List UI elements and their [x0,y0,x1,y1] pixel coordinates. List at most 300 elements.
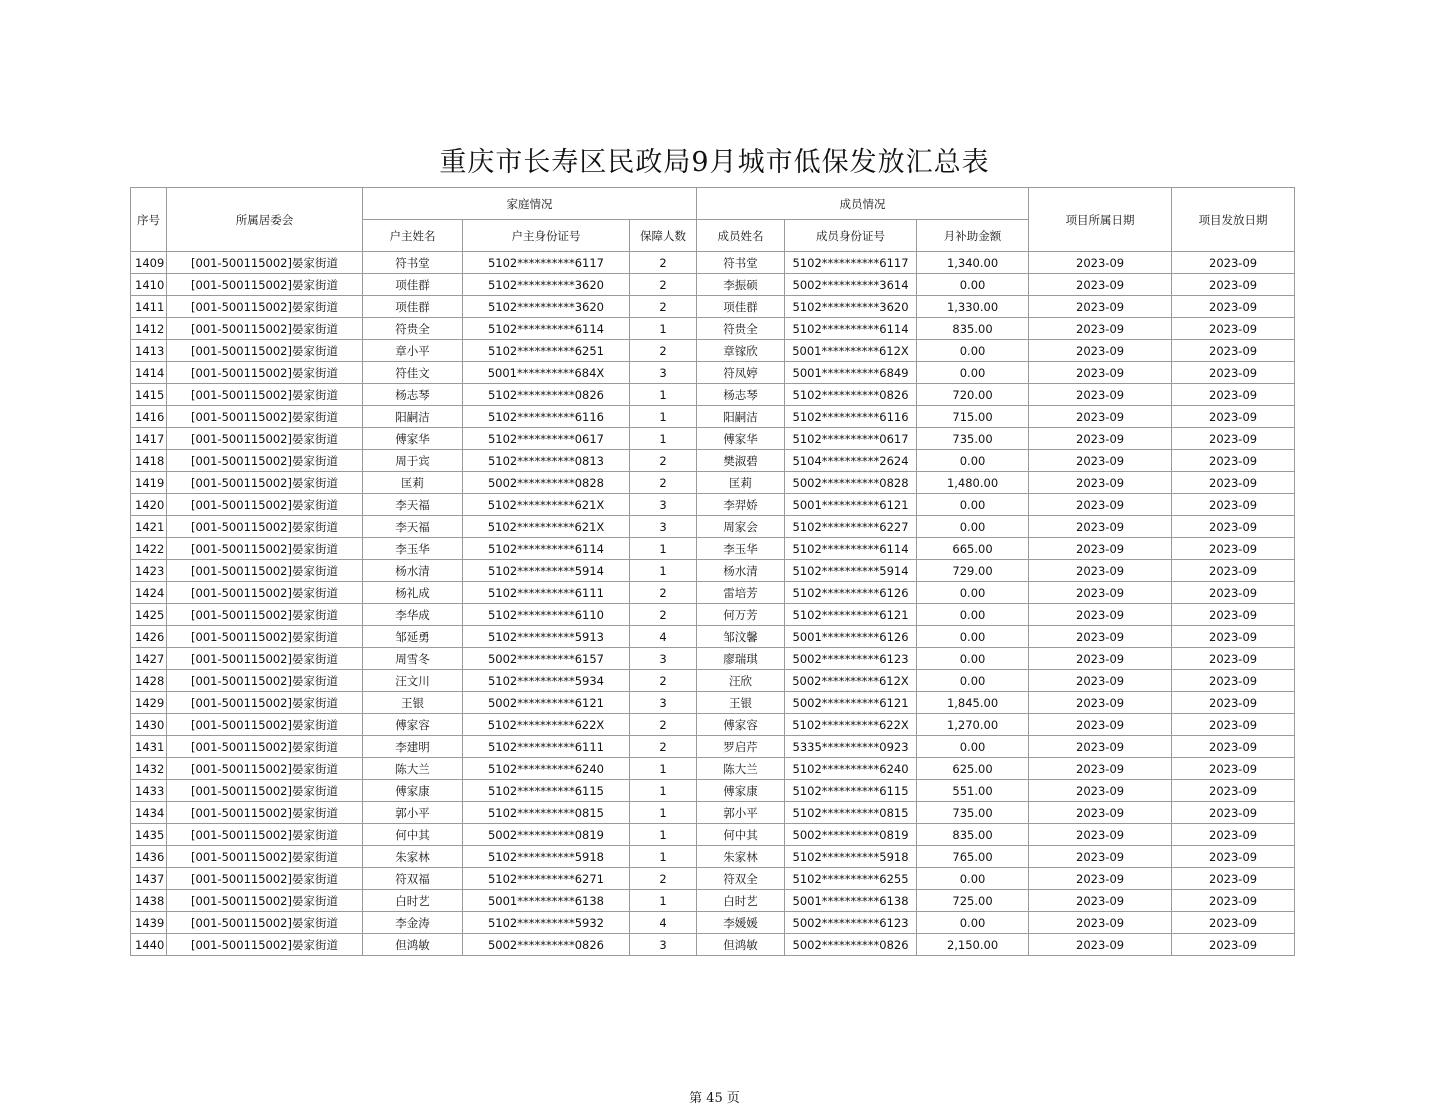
cell-head-name: 李华成 [363,604,463,626]
cell-member-id: 5102**********6121 [785,604,917,626]
cell-committee: [001-500115002]晏家街道 [167,868,363,890]
cell-member-name: 符双全 [697,868,785,890]
cell-member-id: 5002**********3614 [785,274,917,296]
cell-committee: [001-500115002]晏家街道 [167,582,363,604]
table-row [131,472,1295,494]
header-member-name: 成员姓名 [697,220,785,252]
cell-persons: 1 [630,802,697,824]
cell-project-date: 2023-09 [1029,384,1172,406]
cell-persons: 1 [630,846,697,868]
header-member-id: 成员身份证号 [785,220,917,252]
table-row [131,340,1295,362]
cell-persons: 3 [630,494,697,516]
cell-seq: 1410 [131,274,167,296]
table-row [131,648,1295,670]
cell-head-name: 杨礼成 [363,582,463,604]
cell-member-name: 李玉华 [697,538,785,560]
cell-member-name: 雷培芳 [697,582,785,604]
cell-seq: 1433 [131,780,167,802]
cell-member-id: 5102**********0826 [785,384,917,406]
cell-amount: 1,270.00 [917,714,1029,736]
cell-amount: 720.00 [917,384,1029,406]
cell-member-name: 傅家华 [697,428,785,450]
cell-issue-date: 2023-09 [1172,318,1295,340]
cell-issue-date: 2023-09 [1172,472,1295,494]
cell-persons: 2 [630,714,697,736]
cell-issue-date: 2023-09 [1172,868,1295,890]
cell-amount: 735.00 [917,802,1029,824]
cell-seq: 1439 [131,912,167,934]
cell-committee: [001-500115002]晏家街道 [167,692,363,714]
cell-seq: 1417 [131,428,167,450]
cell-member-name: 项佳群 [697,296,785,318]
cell-member-name: 杨志琴 [697,384,785,406]
table-row [131,912,1295,934]
cell-persons: 2 [630,450,697,472]
cell-head-id: 5102**********6114 [463,538,630,560]
cell-amount: 0.00 [917,582,1029,604]
cell-amount: 0.00 [917,648,1029,670]
cell-head-name: 李金涛 [363,912,463,934]
cell-head-id: 5102**********0815 [463,802,630,824]
cell-committee: [001-500115002]晏家街道 [167,780,363,802]
cell-committee: [001-500115002]晏家街道 [167,890,363,912]
cell-head-id: 5102**********6117 [463,252,630,274]
cell-project-date: 2023-09 [1029,560,1172,582]
cell-member-id: 5104**********2624 [785,450,917,472]
cell-member-id: 5102**********6116 [785,406,917,428]
cell-head-name: 符贵全 [363,318,463,340]
cell-issue-date: 2023-09 [1172,780,1295,802]
cell-project-date: 2023-09 [1029,868,1172,890]
cell-member-id: 5002**********612X [785,670,917,692]
cell-member-id: 5102**********0815 [785,802,917,824]
cell-project-date: 2023-09 [1029,362,1172,384]
cell-head-id: 5102**********6116 [463,406,630,428]
cell-member-name: 符贵全 [697,318,785,340]
cell-member-name: 汪欣 [697,670,785,692]
cell-head-id: 5002**********0819 [463,824,630,846]
cell-issue-date: 2023-09 [1172,406,1295,428]
cell-head-id: 5102**********0617 [463,428,630,450]
cell-member-id: 5002**********6121 [785,692,917,714]
cell-amount: 0.00 [917,340,1029,362]
cell-issue-date: 2023-09 [1172,582,1295,604]
cell-member-name: 王银 [697,692,785,714]
cell-persons: 1 [630,780,697,802]
cell-committee: [001-500115002]晏家街道 [167,494,363,516]
cell-head-id: 5102**********6271 [463,868,630,890]
cell-seq: 1429 [131,692,167,714]
table-row [131,846,1295,868]
table-row [131,780,1295,802]
cell-head-id: 5102**********6114 [463,318,630,340]
table-header [131,188,1295,252]
cell-amount: 835.00 [917,824,1029,846]
cell-committee: [001-500115002]晏家街道 [167,296,363,318]
cell-committee: [001-500115002]晏家街道 [167,384,363,406]
cell-head-name: 符佳文 [363,362,463,384]
cell-head-name: 符书堂 [363,252,463,274]
cell-persons: 2 [630,604,697,626]
cell-issue-date: 2023-09 [1172,692,1295,714]
cell-amount: 0.00 [917,274,1029,296]
table-row [131,450,1295,472]
header-seq: 序号 [131,188,167,252]
cell-issue-date: 2023-09 [1172,758,1295,780]
cell-amount: 551.00 [917,780,1029,802]
cell-persons: 2 [630,472,697,494]
cell-seq: 1411 [131,296,167,318]
cell-seq: 1415 [131,384,167,406]
cell-project-date: 2023-09 [1029,582,1172,604]
cell-persons: 2 [630,736,697,758]
cell-amount: 0.00 [917,516,1029,538]
cell-issue-date: 2023-09 [1172,670,1295,692]
cell-member-name: 何万芳 [697,604,785,626]
cell-seq: 1432 [131,758,167,780]
cell-persons: 4 [630,912,697,934]
cell-issue-date: 2023-09 [1172,384,1295,406]
table-row [131,318,1295,340]
cell-committee: [001-500115002]晏家街道 [167,846,363,868]
cell-member-id: 5102**********6255 [785,868,917,890]
header-persons: 保障人数 [630,220,697,252]
cell-seq: 1409 [131,252,167,274]
cell-seq: 1412 [131,318,167,340]
table-row [131,428,1295,450]
cell-member-name: 傅家容 [697,714,785,736]
header-committee: 所属居委会 [167,188,363,252]
cell-member-name: 李媛媛 [697,912,785,934]
cell-member-name: 罗启芹 [697,736,785,758]
cell-issue-date: 2023-09 [1172,846,1295,868]
table-row [131,252,1295,274]
cell-member-id: 5102**********3620 [785,296,917,318]
cell-seq: 1416 [131,406,167,428]
cell-amount: 0.00 [917,626,1029,648]
cell-issue-date: 2023-09 [1172,340,1295,362]
cell-amount: 725.00 [917,890,1029,912]
cell-project-date: 2023-09 [1029,780,1172,802]
cell-amount: 0.00 [917,912,1029,934]
cell-amount: 1,330.00 [917,296,1029,318]
cell-head-name: 汪文川 [363,670,463,692]
cell-head-id: 5002**********0828 [463,472,630,494]
document-title: 重庆市长寿区民政局9月城市低保发放汇总表 [439,147,990,178]
cell-head-name: 符双福 [363,868,463,890]
cell-amount: 1,480.00 [917,472,1029,494]
cell-seq: 1423 [131,560,167,582]
cell-member-id: 5002**********6123 [785,648,917,670]
cell-member-id: 5102**********6114 [785,318,917,340]
cell-member-name: 陈大兰 [697,758,785,780]
cell-head-id: 5102**********6110 [463,604,630,626]
cell-amount: 729.00 [917,560,1029,582]
table-row [131,384,1295,406]
cell-amount: 0.00 [917,868,1029,890]
cell-head-id: 5102**********6251 [463,340,630,362]
cell-issue-date: 2023-09 [1172,296,1295,318]
cell-head-name: 周于宾 [363,450,463,472]
cell-head-id: 5102**********0826 [463,384,630,406]
cell-project-date: 2023-09 [1029,626,1172,648]
cell-member-id: 5002**********6123 [785,912,917,934]
cell-issue-date: 2023-09 [1172,736,1295,758]
cell-committee: [001-500115002]晏家街道 [167,340,363,362]
cell-head-name: 李天福 [363,494,463,516]
cell-committee: [001-500115002]晏家街道 [167,516,363,538]
cell-member-id: 5102**********6126 [785,582,917,604]
cell-member-name: 邹汶馨 [697,626,785,648]
cell-amount: 665.00 [917,538,1029,560]
cell-project-date: 2023-09 [1029,846,1172,868]
cell-head-name: 傅家华 [363,428,463,450]
table-row [131,406,1295,428]
cell-head-name: 朱家林 [363,846,463,868]
cell-issue-date: 2023-09 [1172,626,1295,648]
table-row [131,890,1295,912]
cell-project-date: 2023-09 [1029,802,1172,824]
cell-head-id: 5002**********6121 [463,692,630,714]
cell-issue-date: 2023-09 [1172,274,1295,296]
cell-project-date: 2023-09 [1029,824,1172,846]
cell-head-name: 项佳群 [363,296,463,318]
cell-head-name: 杨志琴 [363,384,463,406]
cell-amount: 715.00 [917,406,1029,428]
cell-member-id: 5002**********0828 [785,472,917,494]
cell-amount: 835.00 [917,318,1029,340]
cell-project-date: 2023-09 [1029,912,1172,934]
cell-committee: [001-500115002]晏家街道 [167,648,363,670]
cell-committee: [001-500115002]晏家街道 [167,274,363,296]
cell-persons: 1 [630,318,697,340]
cell-persons: 2 [630,252,697,274]
table-row [131,824,1295,846]
cell-project-date: 2023-09 [1029,472,1172,494]
cell-seq: 1434 [131,802,167,824]
cell-member-name: 李振硕 [697,274,785,296]
cell-issue-date: 2023-09 [1172,494,1295,516]
cell-head-id: 5102**********621X [463,494,630,516]
cell-seq: 1425 [131,604,167,626]
cell-project-date: 2023-09 [1029,648,1172,670]
cell-head-id: 5102**********3620 [463,296,630,318]
table-row [131,582,1295,604]
cell-persons: 1 [630,384,697,406]
cell-seq: 1438 [131,890,167,912]
cell-issue-date: 2023-09 [1172,890,1295,912]
table-row [131,692,1295,714]
cell-committee: [001-500115002]晏家街道 [167,758,363,780]
table-body [131,252,1295,956]
cell-issue-date: 2023-09 [1172,824,1295,846]
cell-seq: 1420 [131,494,167,516]
cell-head-id: 5002**********6157 [463,648,630,670]
cell-seq: 1414 [131,362,167,384]
cell-member-id: 5335**********0923 [785,736,917,758]
cell-member-id: 5102**********6227 [785,516,917,538]
table-row [131,604,1295,626]
cell-seq: 1413 [131,340,167,362]
cell-persons: 2 [630,670,697,692]
cell-persons: 4 [630,626,697,648]
cell-member-id: 5102**********0617 [785,428,917,450]
cell-amount: 0.00 [917,494,1029,516]
cell-committee: [001-500115002]晏家街道 [167,362,363,384]
cell-head-name: 周雪冬 [363,648,463,670]
cell-committee: [001-500115002]晏家街道 [167,604,363,626]
cell-issue-date: 2023-09 [1172,648,1295,670]
header-amount: 月补助金额 [917,220,1029,252]
cell-amount: 1,845.00 [917,692,1029,714]
cell-project-date: 2023-09 [1029,494,1172,516]
cell-member-id: 5102**********6117 [785,252,917,274]
cell-member-name: 符凤婷 [697,362,785,384]
cell-project-date: 2023-09 [1029,736,1172,758]
cell-head-id: 5102**********5918 [463,846,630,868]
allowance-table [130,187,1295,956]
cell-persons: 1 [630,560,697,582]
header-project-date: 项目所属日期 [1029,188,1172,252]
table-row [131,758,1295,780]
cell-project-date: 2023-09 [1029,274,1172,296]
cell-seq: 1426 [131,626,167,648]
cell-persons: 1 [630,758,697,780]
cell-member-name: 朱家林 [697,846,785,868]
cell-head-name: 王银 [363,692,463,714]
cell-seq: 1440 [131,934,167,956]
cell-seq: 1424 [131,582,167,604]
cell-issue-date: 2023-09 [1172,538,1295,560]
table-row [131,538,1295,560]
cell-amount: 0.00 [917,362,1029,384]
cell-head-id: 5002**********0826 [463,934,630,956]
cell-member-name: 郭小平 [697,802,785,824]
table-row [131,802,1295,824]
header-issue-date: 项目发放日期 [1172,188,1295,252]
cell-head-id: 5102**********6115 [463,780,630,802]
cell-seq: 1418 [131,450,167,472]
cell-project-date: 2023-09 [1029,714,1172,736]
cell-project-date: 2023-09 [1029,692,1172,714]
cell-committee: [001-500115002]晏家街道 [167,934,363,956]
cell-member-id: 5001**********612X [785,340,917,362]
cell-head-name: 陈大兰 [363,758,463,780]
cell-issue-date: 2023-09 [1172,252,1295,274]
cell-seq: 1427 [131,648,167,670]
cell-project-date: 2023-09 [1029,758,1172,780]
cell-committee: [001-500115002]晏家街道 [167,472,363,494]
cell-amount: 2,150.00 [917,934,1029,956]
cell-head-id: 5001**********6138 [463,890,630,912]
cell-member-id: 5001**********6849 [785,362,917,384]
cell-project-date: 2023-09 [1029,890,1172,912]
cell-persons: 3 [630,516,697,538]
cell-head-id: 5102**********3620 [463,274,630,296]
cell-committee: [001-500115002]晏家街道 [167,406,363,428]
cell-committee: [001-500115002]晏家街道 [167,450,363,472]
cell-head-name: 李玉华 [363,538,463,560]
cell-committee: [001-500115002]晏家街道 [167,736,363,758]
table-row [131,362,1295,384]
cell-member-id: 5001**********6126 [785,626,917,648]
table-row [131,868,1295,890]
table-row [131,274,1295,296]
cell-amount: 0.00 [917,736,1029,758]
cell-issue-date: 2023-09 [1172,934,1295,956]
cell-persons: 2 [630,868,697,890]
cell-head-id: 5102**********621X [463,516,630,538]
cell-committee: [001-500115002]晏家街道 [167,670,363,692]
table-row [131,560,1295,582]
cell-issue-date: 2023-09 [1172,714,1295,736]
cell-project-date: 2023-09 [1029,670,1172,692]
cell-seq: 1419 [131,472,167,494]
cell-member-name: 匡莉 [697,472,785,494]
cell-member-id: 5102**********6240 [785,758,917,780]
cell-project-date: 2023-09 [1029,934,1172,956]
header-head-name: 户主姓名 [363,220,463,252]
cell-issue-date: 2023-09 [1172,604,1295,626]
cell-head-id: 5102**********622X [463,714,630,736]
cell-seq: 1437 [131,868,167,890]
table-row [131,626,1295,648]
cell-project-date: 2023-09 [1029,428,1172,450]
cell-project-date: 2023-09 [1029,252,1172,274]
cell-committee: [001-500115002]晏家街道 [167,626,363,648]
cell-seq: 1422 [131,538,167,560]
cell-head-name: 李建明 [363,736,463,758]
cell-issue-date: 2023-09 [1172,802,1295,824]
cell-project-date: 2023-09 [1029,604,1172,626]
cell-head-id: 5102**********5914 [463,560,630,582]
cell-persons: 3 [630,934,697,956]
cell-member-id: 5102**********6114 [785,538,917,560]
table-row [131,736,1295,758]
cell-member-name: 白时艺 [697,890,785,912]
cell-issue-date: 2023-09 [1172,912,1295,934]
header-head-id: 户主身份证号 [463,220,630,252]
page-number: 第 45 页 [689,1091,740,1106]
cell-persons: 3 [630,362,697,384]
cell-member-id: 5102**********5914 [785,560,917,582]
cell-amount: 0.00 [917,670,1029,692]
cell-head-name: 白时艺 [363,890,463,912]
cell-head-name: 阳嗣洁 [363,406,463,428]
cell-head-name: 但鸿敏 [363,934,463,956]
cell-issue-date: 2023-09 [1172,516,1295,538]
cell-head-name: 匡莉 [363,472,463,494]
cell-member-name: 杨水清 [697,560,785,582]
cell-project-date: 2023-09 [1029,538,1172,560]
cell-committee: [001-500115002]晏家街道 [167,538,363,560]
cell-persons: 1 [630,890,697,912]
cell-member-name: 章镓欣 [697,340,785,362]
table-row [131,714,1295,736]
cell-committee: [001-500115002]晏家街道 [167,318,363,340]
cell-committee: [001-500115002]晏家街道 [167,802,363,824]
cell-seq: 1436 [131,846,167,868]
cell-head-name: 杨水清 [363,560,463,582]
cell-head-name: 章小平 [363,340,463,362]
cell-member-name: 李羿娇 [697,494,785,516]
cell-committee: [001-500115002]晏家街道 [167,428,363,450]
cell-member-id: 5002**********0826 [785,934,917,956]
cell-issue-date: 2023-09 [1172,450,1295,472]
cell-persons: 1 [630,428,697,450]
cell-member-name: 廖瑞琪 [697,648,785,670]
